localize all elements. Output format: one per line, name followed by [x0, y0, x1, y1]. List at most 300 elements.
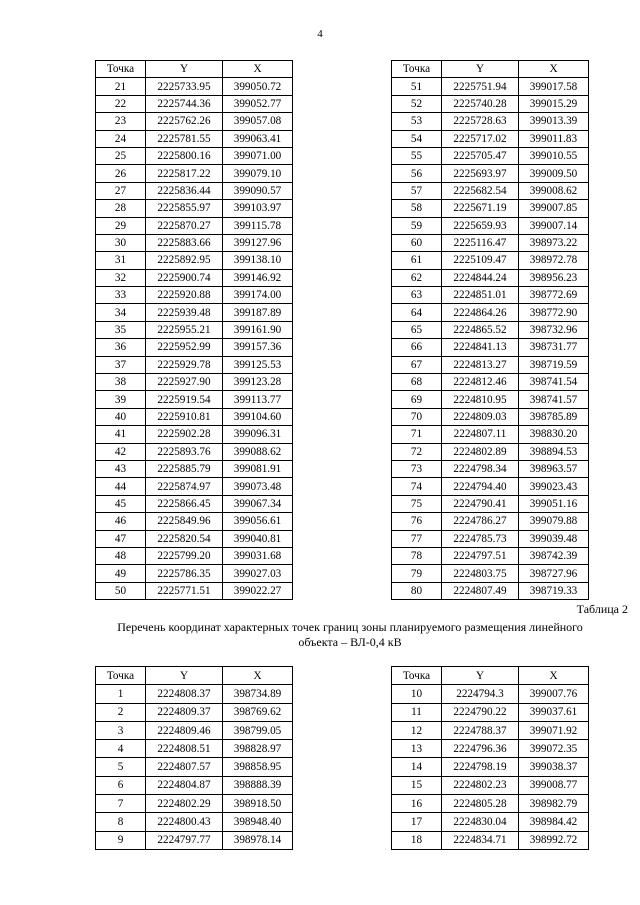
table-row: [96, 795, 293, 813]
x-cell: 399104.60: [223, 408, 293, 425]
point-cell: 60: [392, 234, 442, 251]
x-cell: 399017.58: [519, 78, 589, 95]
point-cell: 71: [392, 426, 442, 443]
point-cell: 22: [96, 95, 146, 112]
table-row: [392, 740, 589, 758]
table-row: [96, 408, 293, 425]
coords-table-2-left: [95, 666, 293, 850]
point-cell: 51: [392, 78, 442, 95]
table-row: [96, 321, 293, 338]
y-cell: 2225705.47: [442, 147, 519, 164]
table-row: [392, 513, 589, 530]
x-cell: 398742.39: [519, 547, 589, 564]
table-header-row: [96, 667, 293, 685]
point-cell: 37: [96, 356, 146, 373]
table-row: [392, 426, 589, 443]
y-cell: 2225682.54: [442, 182, 519, 199]
point-cell: 43: [96, 460, 146, 477]
y-cell: 2224807.11: [442, 426, 519, 443]
x-cell: 399011.83: [519, 130, 589, 147]
table-row: [96, 391, 293, 408]
x-header: X: [519, 667, 589, 685]
point-cell: 58: [392, 200, 442, 217]
point-cell: 45: [96, 495, 146, 512]
point-cell: 5: [96, 758, 146, 776]
x-cell: 398973.22: [519, 234, 589, 251]
y-cell: 2225116.47: [442, 234, 519, 251]
y-cell: 2225693.97: [442, 165, 519, 182]
x-header: X: [223, 61, 293, 78]
x-cell: 399096.31: [223, 426, 293, 443]
y-cell: 2224794.40: [442, 478, 519, 495]
y-cell: 2225728.63: [442, 113, 519, 130]
table-row: [96, 252, 293, 269]
table-header-row: [392, 61, 589, 78]
x-cell: 399008.77: [519, 776, 589, 794]
point-cell: 52: [392, 95, 442, 112]
table-row: [96, 95, 293, 112]
x-cell: 399037.61: [519, 703, 589, 721]
y-cell: 2225800.16: [146, 147, 223, 164]
x-cell: 399027.03: [223, 565, 293, 582]
table-row: [96, 776, 293, 794]
point-cell: 16: [392, 795, 442, 813]
x-cell: 399007.76: [519, 685, 589, 703]
x-cell: 398785.89: [519, 408, 589, 425]
x-cell: 399073.48: [223, 478, 293, 495]
table-row: [392, 478, 589, 495]
table-row: [96, 147, 293, 164]
y-cell: 2224810.95: [442, 391, 519, 408]
y-cell: 2225733.95: [146, 78, 223, 95]
table-row: [96, 234, 293, 251]
x-cell: 398963.57: [519, 460, 589, 477]
point-cell: 1: [96, 685, 146, 703]
table-row: [392, 287, 589, 304]
y-header: Y: [442, 667, 519, 685]
x-cell: 398992.72: [519, 831, 589, 849]
point-cell: 4: [96, 740, 146, 758]
table-row: [392, 269, 589, 286]
x-cell: 399051.16: [519, 495, 589, 512]
y-cell: 2225927.90: [146, 374, 223, 391]
x-cell: 399072.35: [519, 740, 589, 758]
x-cell: 398828.97: [223, 740, 293, 758]
point-cell: 41: [96, 426, 146, 443]
table-row: [392, 582, 589, 599]
x-cell: 399023.43: [519, 478, 589, 495]
table-row: [392, 547, 589, 564]
table-row: [392, 776, 589, 794]
table-header-row: [392, 667, 589, 685]
table-row: [96, 200, 293, 217]
table-row: [96, 831, 293, 849]
point-cell: 48: [96, 547, 146, 564]
y-cell: 2225855.97: [146, 200, 223, 217]
table-row: [96, 217, 293, 234]
x-cell: 399022.27: [223, 582, 293, 599]
table-row: [96, 426, 293, 443]
x-cell: 399127.96: [223, 234, 293, 251]
y-cell: 2225751.94: [442, 78, 519, 95]
y-cell: 2224808.51: [146, 740, 223, 758]
table-row: [392, 130, 589, 147]
y-cell: 2224798.19: [442, 758, 519, 776]
coords-table-1-left: [95, 60, 293, 600]
x-cell: 398741.54: [519, 374, 589, 391]
x-cell: 399008.62: [519, 182, 589, 199]
point-cell: 25: [96, 147, 146, 164]
point-cell: 32: [96, 269, 146, 286]
table-row: [96, 495, 293, 512]
point-cell: 55: [392, 147, 442, 164]
table-row: [96, 165, 293, 182]
x-cell: 398972.78: [519, 252, 589, 269]
table-row: [392, 182, 589, 199]
x-cell: 399161.90: [223, 321, 293, 338]
x-cell: 399125.53: [223, 356, 293, 373]
y-cell: 2224865.52: [442, 321, 519, 338]
table-row: [96, 287, 293, 304]
y-cell: 2225929.78: [146, 356, 223, 373]
y-cell: 2225866.45: [146, 495, 223, 512]
x-cell: 399103.97: [223, 200, 293, 217]
table-row: [392, 721, 589, 739]
y-cell: 2224790.22: [442, 703, 519, 721]
y-header: Y: [146, 61, 223, 78]
table-row: [392, 217, 589, 234]
x-cell: 398772.90: [519, 304, 589, 321]
x-cell: 398741.57: [519, 391, 589, 408]
table-row: [96, 721, 293, 739]
point-cell: 46: [96, 513, 146, 530]
y-cell: 2224807.57: [146, 758, 223, 776]
x-cell: 399071.00: [223, 147, 293, 164]
y-header: Y: [442, 61, 519, 78]
y-cell: 2224803.75: [442, 565, 519, 582]
x-cell: 399010.55: [519, 147, 589, 164]
table-row: [392, 200, 589, 217]
point-cell: 35: [96, 321, 146, 338]
x-cell: 399081.91: [223, 460, 293, 477]
x-cell: 398719.59: [519, 356, 589, 373]
x-cell: 399088.62: [223, 443, 293, 460]
table-caption-label: Таблица 2: [576, 602, 628, 616]
x-header: X: [223, 667, 293, 685]
x-cell: 398830.20: [519, 426, 589, 443]
y-cell: 2225919.54: [146, 391, 223, 408]
x-cell: 398956.23: [519, 269, 589, 286]
point-cell: 31: [96, 252, 146, 269]
table-row: [96, 685, 293, 703]
point-cell: 72: [392, 443, 442, 460]
x-cell: 399015.29: [519, 95, 589, 112]
table-row: [392, 460, 589, 477]
y-cell: 2224788.37: [442, 721, 519, 739]
y-cell: 2224834.71: [442, 831, 519, 849]
table-row: [96, 582, 293, 599]
y-cell: 2225836.44: [146, 182, 223, 199]
point-cell: 6: [96, 776, 146, 794]
table-row: [392, 252, 589, 269]
x-cell: 398732.96: [519, 321, 589, 338]
y-cell: 2225939.48: [146, 304, 223, 321]
table-row: [96, 269, 293, 286]
table-row: [392, 703, 589, 721]
table-row: [392, 234, 589, 251]
x-cell: 399038.37: [519, 758, 589, 776]
y-cell: 2224805.28: [442, 795, 519, 813]
point-cell: 80: [392, 582, 442, 599]
table-row: [392, 304, 589, 321]
y-cell: 2225920.88: [146, 287, 223, 304]
x-cell: 398772.69: [519, 287, 589, 304]
point-cell: 74: [392, 478, 442, 495]
point-cell: 34: [96, 304, 146, 321]
y-cell: 2224812.46: [442, 374, 519, 391]
table-row: [96, 703, 293, 721]
y-cell: 2224830.04: [442, 813, 519, 831]
y-cell: 2224813.27: [442, 356, 519, 373]
x-cell: 399007.14: [519, 217, 589, 234]
table-row: [96, 478, 293, 495]
point-header: Точка: [392, 61, 442, 78]
x-cell: 398769.62: [223, 703, 293, 721]
table-row: [96, 130, 293, 147]
y-cell: 2224797.51: [442, 547, 519, 564]
x-cell: 399157.36: [223, 339, 293, 356]
x-cell: 399079.88: [519, 513, 589, 530]
point-cell: 79: [392, 565, 442, 582]
y-cell: 2225870.27: [146, 217, 223, 234]
table-row: [392, 78, 589, 95]
y-cell: 2224802.23: [442, 776, 519, 794]
table-row: [392, 113, 589, 130]
y-cell: 2224809.46: [146, 721, 223, 739]
x-cell: 399009.50: [519, 165, 589, 182]
point-cell: 40: [96, 408, 146, 425]
y-cell: 2225671.19: [442, 200, 519, 217]
table-row: [392, 758, 589, 776]
coords-table-2-right: [391, 666, 589, 850]
y-cell: 2225952.99: [146, 339, 223, 356]
x-cell: 398918.50: [223, 795, 293, 813]
x-cell: 399067.34: [223, 495, 293, 512]
y-header: Y: [146, 667, 223, 685]
x-cell: 399031.68: [223, 547, 293, 564]
x-cell: 399138.10: [223, 252, 293, 269]
table-row: [392, 831, 589, 849]
table-row: [96, 530, 293, 547]
point-cell: 15: [392, 776, 442, 794]
y-cell: 2224794.3: [442, 685, 519, 703]
table-row: [392, 339, 589, 356]
y-cell: 2224800.43: [146, 813, 223, 831]
point-cell: 49: [96, 565, 146, 582]
table-row: [96, 758, 293, 776]
x-cell: 398978.14: [223, 831, 293, 849]
y-cell: 2224802.89: [442, 443, 519, 460]
table-row: [96, 443, 293, 460]
point-cell: 36: [96, 339, 146, 356]
y-cell: 2224786.27: [442, 513, 519, 530]
x-cell: 399071.92: [519, 721, 589, 739]
point-cell: 44: [96, 478, 146, 495]
y-cell: 2224851.01: [442, 287, 519, 304]
page-number: 4: [317, 28, 323, 40]
point-cell: 77: [392, 530, 442, 547]
point-cell: 68: [392, 374, 442, 391]
y-cell: 2224798.34: [442, 460, 519, 477]
point-cell: 11: [392, 703, 442, 721]
table-row: [392, 374, 589, 391]
point-cell: 42: [96, 443, 146, 460]
y-cell: 2225659.93: [442, 217, 519, 234]
table-row: [96, 356, 293, 373]
point-cell: 24: [96, 130, 146, 147]
y-cell: 2225902.28: [146, 426, 223, 443]
point-cell: 75: [392, 495, 442, 512]
y-cell: 2224796.36: [442, 740, 519, 758]
point-cell: 29: [96, 217, 146, 234]
y-cell: 2225109.47: [442, 252, 519, 269]
table-row: [392, 565, 589, 582]
point-cell: 12: [392, 721, 442, 739]
table-row: [96, 547, 293, 564]
y-cell: 2224790.41: [442, 495, 519, 512]
table-row: [392, 165, 589, 182]
table-row: [96, 78, 293, 95]
x-header: X: [519, 61, 589, 78]
table-row: [392, 813, 589, 831]
point-cell: 69: [392, 391, 442, 408]
point-header: Точка: [96, 61, 146, 78]
y-cell: 2224864.26: [442, 304, 519, 321]
point-cell: 63: [392, 287, 442, 304]
table-row: [96, 513, 293, 530]
point-cell: 38: [96, 374, 146, 391]
point-cell: 70: [392, 408, 442, 425]
x-cell: 399115.78: [223, 217, 293, 234]
table-caption-title: Перечень координат характерных точек границ зоны планируемого размещения линейного объекта – ВЛ-0,4 кВ: [117, 620, 583, 649]
y-cell: 2225781.55: [146, 130, 223, 147]
x-cell: 399052.77: [223, 95, 293, 112]
table-row: [392, 495, 589, 512]
x-cell: 398894.53: [519, 443, 589, 460]
point-cell: 50: [96, 582, 146, 599]
point-cell: 67: [392, 356, 442, 373]
point-cell: 2: [96, 703, 146, 721]
point-cell: 17: [392, 813, 442, 831]
x-cell: 398858.95: [223, 758, 293, 776]
y-cell: 2224841.13: [442, 339, 519, 356]
point-cell: 59: [392, 217, 442, 234]
x-cell: 399040.81: [223, 530, 293, 547]
x-cell: 399113.77: [223, 391, 293, 408]
y-cell: 2224808.37: [146, 685, 223, 703]
point-cell: 18: [392, 831, 442, 849]
table-row: [392, 95, 589, 112]
table-row: [392, 321, 589, 338]
table-row: [96, 339, 293, 356]
y-cell: 2225910.81: [146, 408, 223, 425]
y-cell: 2225717.02: [442, 130, 519, 147]
table-row: [392, 685, 589, 703]
point-cell: 57: [392, 182, 442, 199]
point-cell: 30: [96, 234, 146, 251]
table-row: [96, 740, 293, 758]
point-cell: 3: [96, 721, 146, 739]
x-cell: 399123.28: [223, 374, 293, 391]
point-cell: 76: [392, 513, 442, 530]
point-header: Точка: [392, 667, 442, 685]
y-cell: 2225849.96: [146, 513, 223, 530]
y-cell: 2225799.20: [146, 547, 223, 564]
y-cell: 2225885.79: [146, 460, 223, 477]
x-cell: 398948.40: [223, 813, 293, 831]
y-cell: 2224809.37: [146, 703, 223, 721]
point-cell: 23: [96, 113, 146, 130]
x-cell: 399057.08: [223, 113, 293, 130]
y-cell: 2225883.66: [146, 234, 223, 251]
y-cell: 2225955.21: [146, 321, 223, 338]
x-cell: 399063.41: [223, 130, 293, 147]
y-cell: 2225786.35: [146, 565, 223, 582]
point-header: Точка: [96, 667, 146, 685]
y-cell: 2224844.24: [442, 269, 519, 286]
x-cell: 399050.72: [223, 78, 293, 95]
table-row: [96, 182, 293, 199]
point-cell: 53: [392, 113, 442, 130]
table-row: [96, 304, 293, 321]
table-row: [96, 565, 293, 582]
point-cell: 56: [392, 165, 442, 182]
y-cell: 2224797.77: [146, 831, 223, 849]
table-row: [392, 147, 589, 164]
x-cell: 399056.61: [223, 513, 293, 530]
point-cell: 78: [392, 547, 442, 564]
y-cell: 2225762.26: [146, 113, 223, 130]
y-cell: 2225817.22: [146, 165, 223, 182]
x-cell: 398727.96: [519, 565, 589, 582]
y-cell: 2225900.74: [146, 269, 223, 286]
y-cell: 2225820.54: [146, 530, 223, 547]
y-cell: 2225744.36: [146, 95, 223, 112]
table-row: [392, 443, 589, 460]
table-row: [96, 113, 293, 130]
table-row: [96, 813, 293, 831]
x-cell: 398982.79: [519, 795, 589, 813]
x-cell: 398984.42: [519, 813, 589, 831]
x-cell: 399187.89: [223, 304, 293, 321]
point-cell: 66: [392, 339, 442, 356]
point-cell: 73: [392, 460, 442, 477]
y-cell: 2225771.51: [146, 582, 223, 599]
table-row: [96, 374, 293, 391]
y-cell: 2225874.97: [146, 478, 223, 495]
y-cell: 2224809.03: [442, 408, 519, 425]
table-row: [392, 391, 589, 408]
x-cell: 399090.57: [223, 182, 293, 199]
y-cell: 2225892.95: [146, 252, 223, 269]
x-cell: 398719.33: [519, 582, 589, 599]
x-cell: 399079.10: [223, 165, 293, 182]
point-cell: 61: [392, 252, 442, 269]
x-cell: 398799.05: [223, 721, 293, 739]
point-cell: 27: [96, 182, 146, 199]
x-cell: 398888.39: [223, 776, 293, 794]
point-cell: 26: [96, 165, 146, 182]
